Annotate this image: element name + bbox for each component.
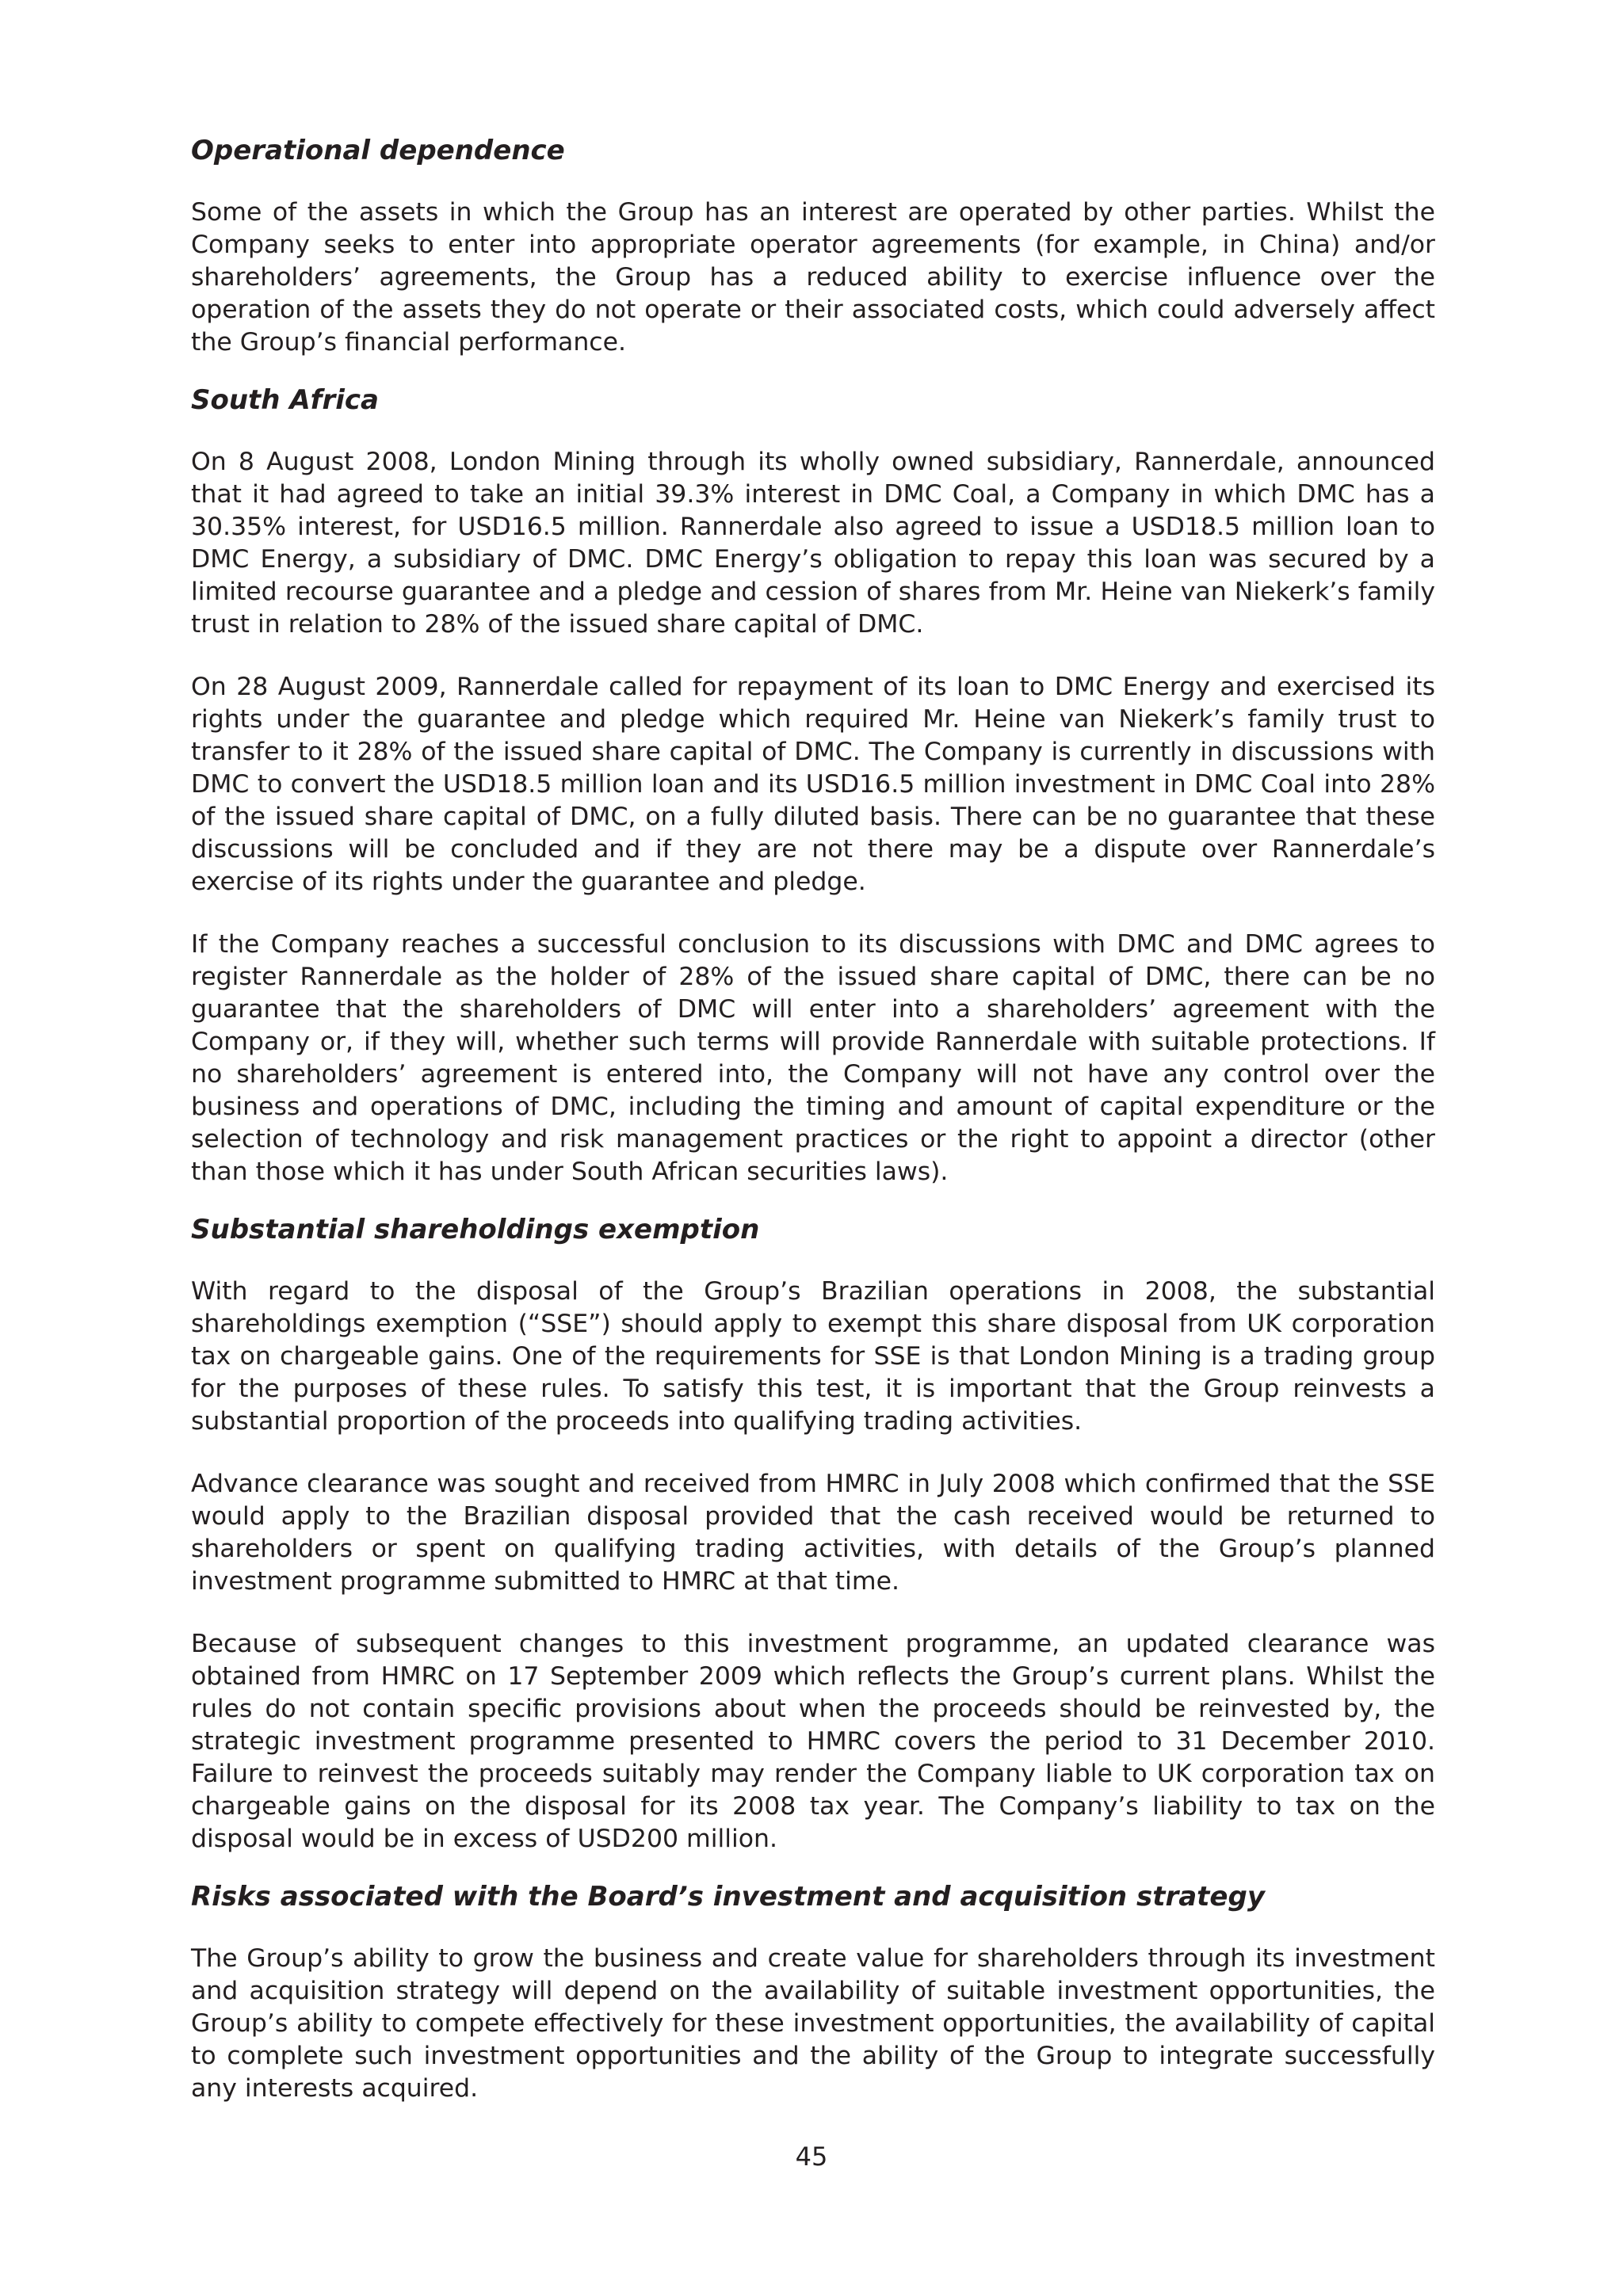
section-substantial-shareholdings-exemption: [191, 1212, 1435, 1855]
section-investment-acquisition-risks: [191, 1879, 1435, 2105]
section-heading: Risks associated with the Board’s investment and acquisition strategy: [191, 1881, 1265, 1913]
paragraph: Advance clearance was sought and received from HMRC in July 2008 which confirmed that the SSE would apply to the Brazilian disposal provided that the cash received would be returned to shareholders or spent on qualifying trading activities, with details of the Group’s planned investment programme submitted to HMRC at that time.: [191, 1470, 1435, 1596]
paragraph: The Group’s ability to grow the business and create value for shareholders through its investment and acquisition strategy will depend on the availability of suitable investment opportunities, the Group’s ability to compete effectively for these investment opportunities, the availability of capital to complete such investment opportunities and the ability of the Group to integrate successfully any interests acquired.: [191, 1944, 1435, 2103]
section-operational-dependence: [191, 133, 1435, 359]
paragraph: Because of subsequent changes to this investment programme, an updated clearance was obtained from HMRC on 17 September 2009 which reflects the Group’s current plans. Whilst the rules do not contain specific provisions about when the proceeds should be reinvested by, the strategic investment programme presented to HMRC covers the period to 31 December 2010. Failure to reinvest the proceeds suitably may render the Company liable to UK corporation tax on chargeable gains on the disposal for its 2008 tax year. The Company’s liability to tax on the disposal would be in excess of USD200 million.: [191, 1630, 1435, 1853]
paragraph: On 28 August 2009, Rannerdale called for repayment of its loan to DMC Energy and exercised its rights under the guarantee and pledge which required Mr. Heine van Niekerk’s family trust to transfer to it 28% of the issued share capital of DMC. The Company is currently in discussions with DMC to convert the USD18.5 million loan and its USD16.5 million investment in DMC Coal into 28% of the issued share capital of DMC, on a fully diluted basis. There can be no guarantee that these discussions will be concluded and if they are not there may be a dispute over Rannerdale’s exercise of its rights under the guarantee and pledge.: [191, 673, 1435, 896]
paragraph: If the Company reaches a successful conclusion to its discussions with DMC and DMC agrees to register Rannerdale as the holder of 28% of the issued share capital of DMC, there can be no guarantee that the shareholders of DMC will enter into a shareholders’ agreement with the Company or, if they will, whether such terms will provide Rannerdale with suitable protections. If no shareholders’ agreement is entered into, the Company will not have any control over the business and operations of DMC, including the timing and amount of capital expenditure or the selection of technology and risk management practices or the right to appoint a director (other than those which it has under South African securities laws).: [191, 930, 1435, 1186]
paragraph: Some of the assets in which the Group has an interest are operated by other parties. Whilst the Company seeks to enter into appropriate operator agreements (for example, in China) and/or shareholders’ agreements, the Group has a reduced ability to exercise influence over the operation of the assets they do not operate or their associated costs, which could adversely affect the Group’s financial performance.: [191, 198, 1435, 357]
section-heading: South Africa: [191, 384, 379, 416]
section-heading: Substantial shareholdings exemption: [191, 1214, 760, 1245]
section-south-africa: [191, 383, 1435, 1188]
document-page: [191, 133, 1435, 2135]
section-heading: Operational dependence: [191, 135, 565, 166]
paragraph: On 8 August 2008, London Mining through its wholly owned subsidiary, Rannerdale, announced that it had agreed to take an initial 39.3% interest in DMC Coal, a Company in which DMC has a 30.35% interest, for USD16.5 million. Rannerdale also agreed to issue a USD18.5 million loan to DMC Energy, a subsidiary of DMC. DMC Energy’s obligation to repay this loan was secured by a limited recourse guarantee and a pledge and cession of shares from Mr. Heine van Niekerk’s family trust in relation to 28% of the issued share capital of DMC.: [191, 448, 1435, 639]
paragraph: With regard to the disposal of the Group’s Brazilian operations in 2008, the substantial shareholdings exemption (“SSE”) should apply to exempt this share disposal from UK corporation tax on chargeable gains. One of the requirements for SSE is that London Mining is a trading group for the purposes of these rules. To satisfy this test, it is important that the Group reinvests a substantial proportion of the proceeds into qualifying trading activities.: [191, 1277, 1435, 1436]
page-number: 45: [795, 2142, 828, 2172]
